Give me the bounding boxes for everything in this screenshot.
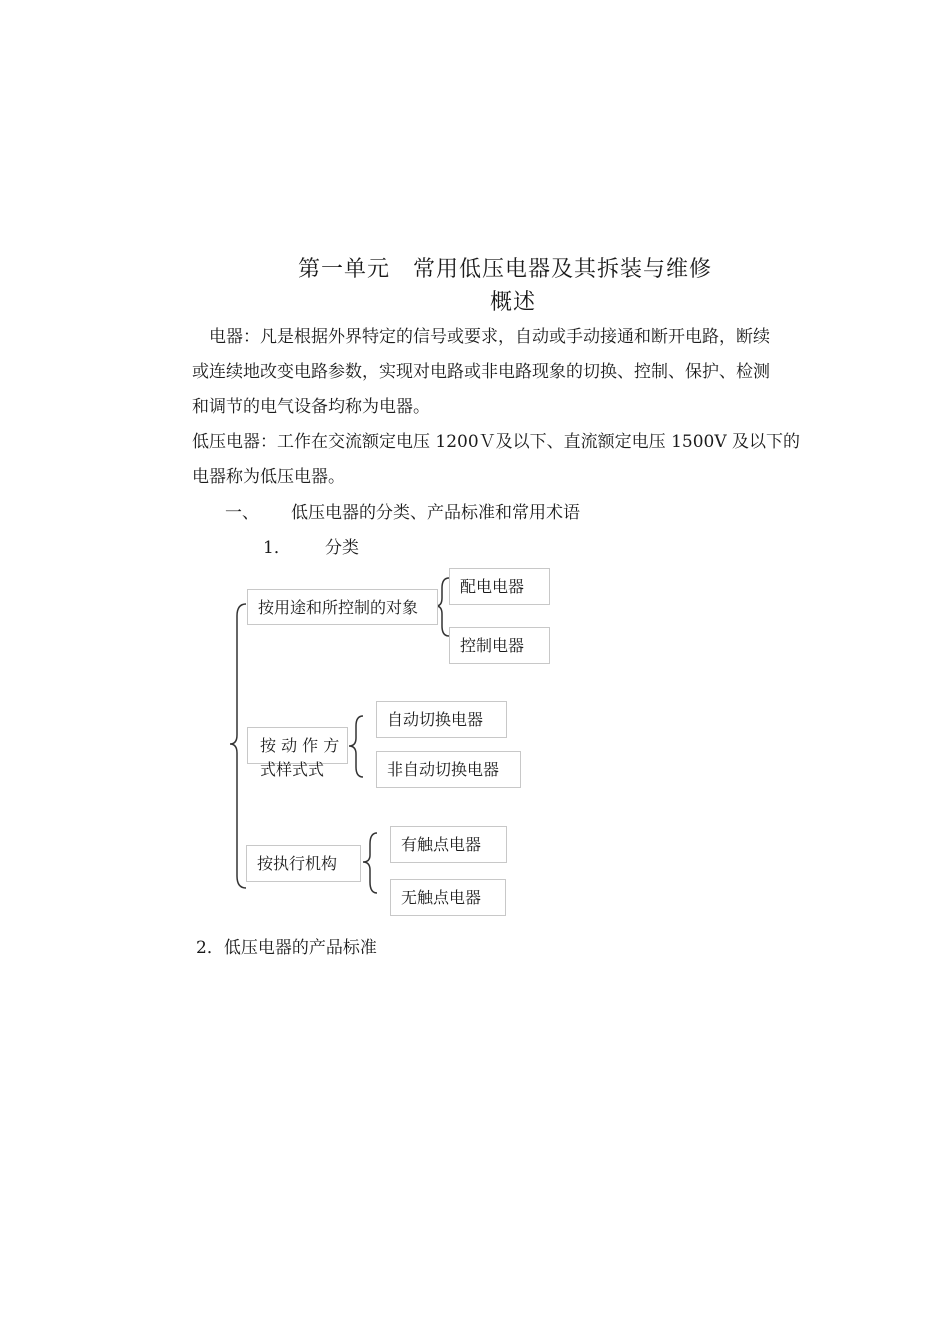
category-by-use: 按用途和所控制的对象 xyxy=(247,589,438,625)
main-brace xyxy=(230,604,246,888)
category-by-operation-line-2: 式样式式 xyxy=(260,760,325,779)
item-non-automatic-switching: 非自动切换电器 xyxy=(376,751,521,788)
page-title: 第一单元 常用低压电器及其拆装与维修 xyxy=(298,257,713,282)
paragraph-low-voltage-line-2: 电器称为低压电器。 xyxy=(192,467,345,487)
subsection-2-heading: 2．低压电器的产品标准 xyxy=(196,938,377,958)
paragraph-electrical-line-3: 和调节的电气设备均称为电器。 xyxy=(192,397,430,417)
category-by-actuator: 按执行机构 xyxy=(246,845,361,882)
subsection-1-marker: 1． xyxy=(263,538,291,558)
paragraph-low-voltage-line-1: 低压电器：工作在交流额定电压 1200Ｖ及以下、直流额定电压 1500V 及以下的 xyxy=(192,432,801,452)
category-by-operation-line-1: 按 动 作 方 xyxy=(260,736,340,755)
brace-group-2 xyxy=(349,716,363,777)
section-1-heading: 低压电器的分类、产品标准和常用术语 xyxy=(291,503,580,523)
section-1-marker: 一、 xyxy=(225,503,259,523)
page-subtitle: 概述 xyxy=(490,290,537,315)
item-automatic-switching: 自动切换电器 xyxy=(376,701,507,738)
item-distribution-apparatus: 配电电器 xyxy=(449,568,550,605)
paragraph-electrical-line-1: 电器：凡是根据外界特定的信号或要求，自动或手动接通和断开电路，断续 xyxy=(192,327,770,347)
paragraph-electrical-line-2: 或连续地改变电路参数，实现对电路或非电路现象的切换、控制、保护、检测 xyxy=(192,362,770,382)
subsection-1-heading: 分类 xyxy=(325,538,359,558)
item-control-apparatus: 控制电器 xyxy=(449,627,550,664)
category-by-operation xyxy=(247,727,348,779)
item-contactless-apparatus: 无触点电器 xyxy=(390,879,506,916)
brace-group-3 xyxy=(363,833,377,893)
item-contact-apparatus: 有触点电器 xyxy=(390,826,507,863)
